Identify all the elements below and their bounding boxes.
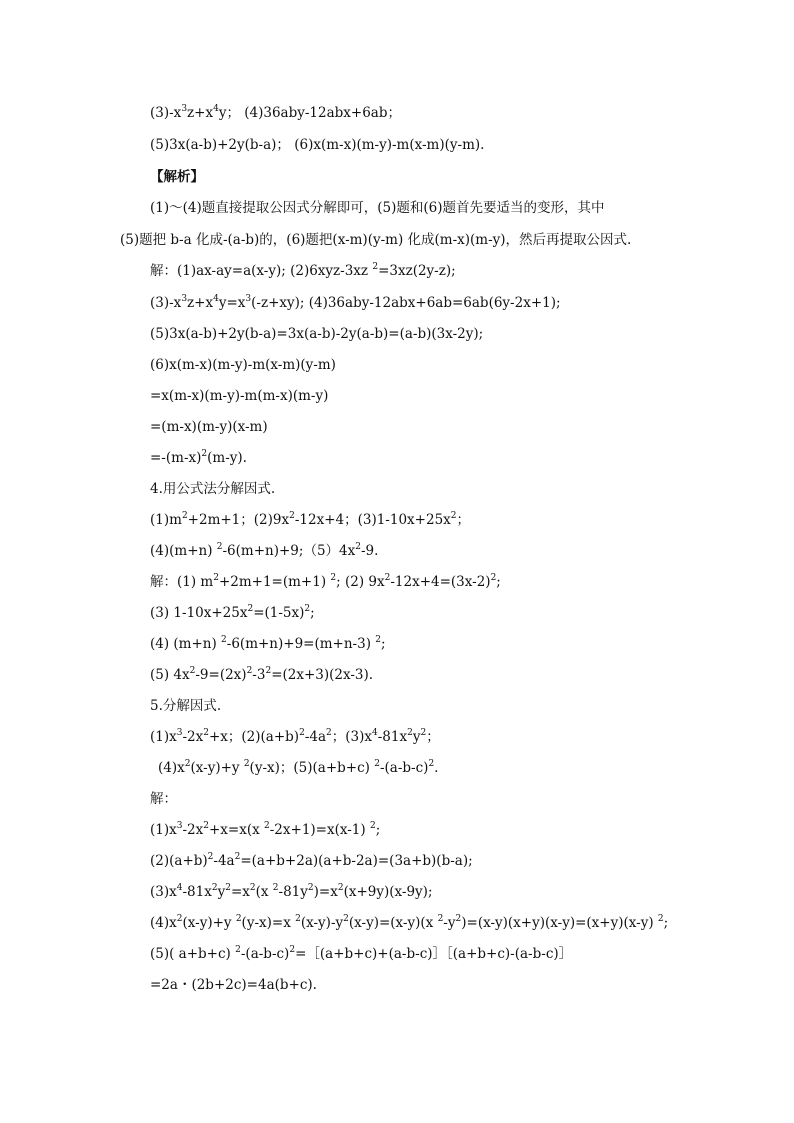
text-line bbox=[150, 541, 794, 561]
text-segment: =(m-x)(m-y)(x-m) bbox=[150, 419, 268, 435]
superscript: 2 bbox=[455, 914, 462, 924]
text-segment: +2m+1=(m+1) bbox=[218, 574, 331, 590]
superscript: 2 bbox=[221, 635, 227, 645]
text-segment: 解：(1)ax-ay=a(x-y); (2)6xyz-3xz bbox=[150, 263, 373, 279]
text-line bbox=[150, 634, 794, 654]
superscript: 2 bbox=[304, 604, 311, 614]
superscript: 3 bbox=[176, 821, 183, 831]
text-segment: =2a・(2b+2c)=4a(b+c). bbox=[150, 977, 317, 993]
text-line bbox=[150, 103, 794, 123]
superscript: 2 bbox=[490, 573, 497, 583]
question-heading bbox=[150, 479, 794, 499]
text-line bbox=[150, 727, 794, 747]
text-segment: )=(x-y)(x+y)(x-y)=(x+y)(x-y) bbox=[461, 915, 658, 931]
text-segment: 解：(1) m bbox=[150, 574, 214, 590]
superscript: 4 bbox=[372, 728, 378, 738]
text-segment: (5)3x(a-b)+2y(b-a)=3x(a-b)-2y(a-b)=(a-b)(3x-2y); bbox=[150, 326, 484, 342]
superscript: 2 bbox=[299, 728, 305, 738]
text-segment: -3 bbox=[252, 667, 266, 683]
superscript: 2 bbox=[326, 728, 332, 738]
text-segment: ；(3)x bbox=[331, 729, 372, 745]
text-segment: =x bbox=[230, 884, 250, 900]
superscript: 3 bbox=[181, 104, 188, 114]
superscript: 2 bbox=[330, 573, 337, 583]
text-segment: -4a bbox=[213, 853, 235, 869]
text-segment: =3xz(2y-z); bbox=[378, 263, 456, 279]
superscript: 2 bbox=[216, 542, 223, 552]
text-segment: ; bbox=[375, 822, 381, 838]
text-segment: (x-y)=(x-y)(x bbox=[348, 915, 438, 931]
text-line bbox=[150, 324, 794, 344]
superscript: 2 bbox=[249, 883, 256, 893]
text-segment: z+x bbox=[187, 105, 214, 121]
text-segment: (3) 1-10x+25x bbox=[150, 605, 248, 621]
superscript: 2 bbox=[243, 759, 250, 769]
text-segment: (-z+xy); (4)36aby-12abx+6ab=6ab(6y-2x+1); bbox=[251, 295, 561, 311]
superscript: 2 bbox=[272, 883, 279, 893]
superscript: 2 bbox=[211, 883, 218, 893]
text-segment: (x bbox=[255, 884, 273, 900]
text-segment: (4)x bbox=[158, 760, 185, 776]
text-segment: (3)x bbox=[150, 884, 177, 900]
text-line bbox=[150, 355, 794, 375]
superscript: 2 bbox=[235, 914, 242, 924]
text-line bbox=[150, 572, 794, 592]
text-line bbox=[150, 789, 794, 809]
superscript: 2 bbox=[181, 511, 188, 521]
text-segment: ; bbox=[381, 636, 386, 652]
text-line bbox=[150, 851, 794, 871]
text-segment: ; bbox=[496, 574, 501, 590]
text-line bbox=[150, 913, 794, 933]
text-line bbox=[150, 510, 794, 530]
text-segment: )=x bbox=[313, 884, 338, 900]
superscript: 2 bbox=[337, 883, 344, 893]
text-segment: y bbox=[412, 729, 421, 745]
superscript: 2 bbox=[375, 635, 382, 645]
text-segment: ； bbox=[426, 729, 440, 745]
text-segment: (x-y)+y bbox=[182, 915, 236, 931]
text-segment: 4.用公式法分解因式. bbox=[150, 481, 276, 497]
text-segment: -(a-b-c) bbox=[379, 760, 429, 776]
superscript: 4 bbox=[213, 294, 219, 304]
text-segment: -2x bbox=[182, 822, 204, 838]
superscript: 2 bbox=[207, 852, 214, 862]
superscript: 2 bbox=[203, 728, 209, 738]
superscript: 2 bbox=[450, 511, 457, 521]
text-segment: y； (4)36aby-12abx+6ab； bbox=[218, 105, 401, 121]
superscript: 2 bbox=[372, 262, 379, 272]
text-segment: y=x bbox=[218, 295, 246, 311]
text-segment: (3)-x bbox=[150, 295, 182, 311]
text-segment: +x=x(x bbox=[208, 822, 265, 838]
text-segment: =(1-5x) bbox=[253, 605, 305, 621]
text-segment: =-(m-x) bbox=[150, 450, 202, 466]
superscript: 2 bbox=[384, 573, 391, 583]
text-segment: =(2x+3)(2x-3). bbox=[271, 667, 374, 683]
text-segment: -6(m+n)+9;（5）4x bbox=[222, 543, 356, 559]
text-segment: -9=(2x) bbox=[195, 667, 247, 683]
superscript: 2 bbox=[203, 821, 209, 831]
text-line bbox=[150, 603, 794, 623]
superscript: 2 bbox=[264, 821, 270, 831]
text-segment: (1)m bbox=[150, 512, 182, 528]
text-segment: (3)-x bbox=[150, 105, 182, 121]
text-segment: -12x+4；(3)1-10x+25x bbox=[294, 512, 451, 528]
text-segment: (y-x)=x bbox=[241, 915, 296, 931]
text-segment: (5)3x(a-b)+2y(b-a)； (6)x(m-x)(m-y)-m(x-m)(y-m). bbox=[150, 137, 485, 153]
text-segment: . bbox=[434, 760, 439, 776]
question-heading bbox=[150, 696, 794, 716]
superscript: 4 bbox=[176, 883, 183, 893]
superscript: 2 bbox=[374, 759, 380, 769]
superscript: 3 bbox=[176, 728, 183, 738]
superscript: 2 bbox=[289, 511, 295, 521]
superscript: 2 bbox=[213, 573, 219, 583]
text-segment: -(a-b-c) bbox=[240, 946, 290, 962]
text-segment: =x(m-x)(m-y)-m(m-x)(m-y) bbox=[150, 388, 329, 404]
superscript: 2 bbox=[189, 666, 196, 676]
superscript: 2 bbox=[369, 821, 376, 831]
text-line bbox=[150, 820, 794, 840]
text-line bbox=[150, 944, 794, 964]
text-line bbox=[150, 293, 794, 313]
text-segment: (x+9y)(x-9y); bbox=[343, 884, 433, 900]
text-segment: -12x+4=(3x-2) bbox=[390, 574, 491, 590]
text-segment: -81x bbox=[182, 884, 212, 900]
text-segment: z+x bbox=[187, 295, 214, 311]
superscript: 2 bbox=[289, 945, 296, 955]
text-line bbox=[150, 975, 794, 995]
text-line bbox=[150, 386, 794, 406]
text-segment: (5) 4x bbox=[150, 667, 190, 683]
text-segment: (x-y)+y bbox=[190, 760, 244, 776]
text-segment: y bbox=[217, 884, 226, 900]
superscript: 2 bbox=[176, 914, 183, 924]
text-line bbox=[150, 448, 794, 468]
text-segment: -2x+1)=x(x-1) bbox=[269, 822, 370, 838]
superscript: 2 bbox=[437, 914, 444, 924]
text-line bbox=[150, 665, 794, 685]
text-segment: 5.分解因式. bbox=[150, 698, 222, 714]
text-line bbox=[158, 758, 794, 778]
text-segment: 解： bbox=[150, 791, 177, 807]
text-segment: (5)( a+b+c) bbox=[150, 946, 236, 962]
text-line bbox=[150, 135, 794, 155]
text-segment: ; (2) 9x bbox=[336, 574, 385, 590]
text-segment: (4)(m+n) bbox=[150, 543, 217, 559]
text-segment: -4a bbox=[304, 729, 327, 745]
superscript: 2 bbox=[407, 728, 413, 738]
text-segment: (1)x bbox=[150, 822, 177, 838]
superscript: 2 bbox=[234, 852, 241, 862]
section-heading bbox=[150, 167, 794, 187]
text-segment: (5)题把 b-a 化成-(a-b)的，(6)题把(x-m)(y-m) 化成(m-x)(m-y)，然后再提取公因式. bbox=[120, 232, 632, 248]
superscript: 3 bbox=[245, 294, 252, 304]
superscript: 2 bbox=[428, 759, 435, 769]
text-segment: (4) (m+n) bbox=[150, 636, 222, 652]
text-segment: -9. bbox=[360, 543, 379, 559]
text-segment: ; bbox=[310, 605, 315, 621]
text-segment: =［(a+b+c)+(a-b-c)］［(a+b+c)-(a-b-c)］ bbox=[295, 946, 573, 962]
superscript: 2 bbox=[235, 945, 241, 955]
text-segment: (4)x bbox=[150, 915, 177, 931]
text-segment: ; bbox=[663, 915, 669, 931]
superscript: 2 bbox=[420, 728, 427, 738]
text-segment: (x-y)-y bbox=[300, 915, 344, 931]
text-segment: (m-y). bbox=[207, 450, 247, 466]
superscript: 4 bbox=[213, 104, 219, 114]
superscript: 2 bbox=[246, 666, 253, 676]
text-segment: (6)x(m-x)(m-y)-m(x-m)(y-m) bbox=[150, 357, 336, 373]
superscript: 2 bbox=[265, 666, 272, 676]
text-segment: -81y bbox=[278, 884, 308, 900]
text-segment: =(a+b+2a)(a+b-2a)=(3a+b)(b-a); bbox=[240, 853, 473, 869]
text-line bbox=[150, 198, 794, 218]
text-segment: +x；(2)(a+b) bbox=[208, 729, 300, 745]
superscript: 2 bbox=[225, 883, 231, 893]
text-segment: (1)～(4)题直接提取公因式分解即可，(5)题和(6)题首先要适当的变形，其中 bbox=[150, 200, 605, 216]
text-segment: -y bbox=[443, 915, 456, 931]
superscript: 2 bbox=[343, 914, 349, 924]
text-segment: -2x bbox=[182, 729, 204, 745]
text-line bbox=[120, 230, 794, 250]
superscript: 2 bbox=[184, 759, 191, 769]
text-segment: ； bbox=[456, 512, 471, 528]
superscript: 2 bbox=[355, 542, 361, 552]
superscript: 2 bbox=[307, 883, 314, 893]
text-segment: +2m+1；(2)9x bbox=[187, 512, 290, 528]
text-line bbox=[150, 261, 794, 281]
text-line bbox=[150, 882, 794, 902]
superscript: 2 bbox=[295, 914, 301, 924]
text-segment: (1)x bbox=[150, 729, 177, 745]
text-segment: (2)(a+b) bbox=[150, 853, 208, 869]
superscript: 2 bbox=[201, 449, 208, 459]
superscript: 3 bbox=[181, 294, 188, 304]
text-line bbox=[150, 417, 794, 437]
text-segment: -81x bbox=[377, 729, 408, 745]
text-segment: -6(m+n)+9=(m+n-3) bbox=[226, 636, 376, 652]
superscript: 2 bbox=[247, 604, 254, 614]
text-segment: 【解析】 bbox=[150, 169, 204, 185]
superscript: 2 bbox=[657, 914, 664, 924]
text-segment: (y-x)；(5)(a+b+c) bbox=[249, 760, 375, 776]
